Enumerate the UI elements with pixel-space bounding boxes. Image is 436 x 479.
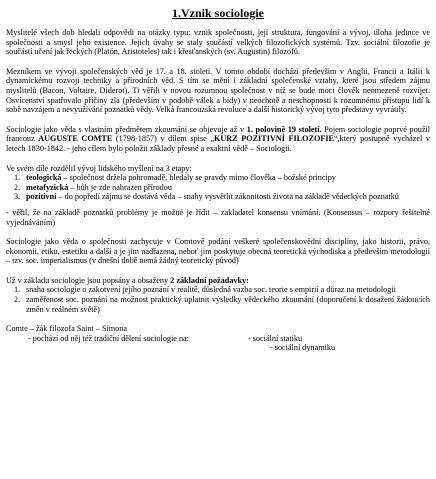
stage-term: pozitivní [26,192,57,202]
text-bold: AUGUSTE COMTE [38,134,113,144]
paragraph-imperialism: Sociologie jako věda o společnosti zachycuje v Comtově podání veškeré společenskovědní disciplíny, jako historii, právo, ekonomii, etiku, estetiku a další a je jim nadřazena, neboť jim poskytuje obecná teoretická východiska a především metodologii – tzv. soc. imperialismus (v dnešní době nemá žádný teoretický původ) [6,237,430,266]
list-item [6,192,430,202]
text-bold: 2 základní požadavky: [170,275,249,285]
list-number: 2. [14,295,21,305]
list-number: 1. [14,173,21,183]
text-segment: (1798-1857) v dílem spise „ [112,134,214,144]
text-segment: Už v základu sociologie jsou popsány a obsaženy [6,275,171,285]
paragraph-milestone: Mezníkem ve vývoji společenských věd je 17. a 18. století. V tomto období dochází především v Anglii, Francii a Itálii k dynamickému rozvoji techniky a přírodních věd. S tím se mění i základní společenské vztahy, které jsou středem zájmu myslitelů (Bacon, Voltaire, Diderot). Ti věřili v novou rozumnou společnost v níž se bude moci člověk neomezeně rozvíjet. Osvícenství spatřovalo příčiny zla (především v podobě válek a bídy) v neochotě a neschopnosti k rozumnému přístupu lidí k sobě navzájem a nevyužívání poznatků vědy. Velká francouzská revoluce a další historický vývoj tyto představy vyvrátily. [6,66,430,115]
stage-text: – společnost držela pohromadě, hledaly se pravdy mimo člověka – božské principy [61,173,336,183]
text-bold: 1. polovině 19 století. [246,124,322,134]
list-number: 2. [14,182,21,192]
requirement-text: zaměřenost soc. poznání na možnost praktický uplatnit výsledky vědeckého zkoumání (doporučení k dosažení žádoucích změn v reálném světě) [26,295,430,314]
list-number: 3. [14,192,21,202]
stage-text: – bůh je zde nahrazen přírodou [68,182,172,192]
paragraph-stages-intro: Ve svém díle rozdělil vývoj lidského myšlení na 3 etapy: [6,163,192,173]
requirement-text: snaha sociologie o zakotvení jejího poznání v realitě, důsledná vazba soc. teorie s empirií a důraz na metodologii [26,285,396,295]
paragraph-requirements-intro [6,276,430,286]
division-item: - sociální statiku [248,333,303,343]
stage-term: metafyzická [26,182,69,192]
list-item [6,295,430,314]
text-bold: KURZ POZITIVNÍ FILOZOFIE [213,134,334,144]
list-number: 1. [14,285,21,295]
paragraph-comte [6,125,430,154]
requirements-list [6,285,430,314]
stage-term: teologická [26,173,62,183]
text-segment: Pojem sociologie poprvé použil francouz [6,124,430,144]
paragraph-consensus: - věřil, že na základě poznatků problémy je možné je řídit – zakladatel konsensu vnímání. (Konsensus – rozpory řešitelné vyjednáváním) [6,207,430,227]
text-segment: Sociologie jako věda s vlastním předmětem zkoumání se objevuje až v [6,124,247,134]
comte-lead: - pochází od něj též tradiční dělení sociologie na: [28,333,189,343]
division-item: - sociální dynamiku [270,343,336,353]
document-title: 1.Vznik sociologie [172,6,264,20]
comte-heading: Comte – žák filozofa Saint – Simona [6,324,127,334]
stages-list [6,173,430,202]
text-segment: “,který postupně vycházel v letech 1830-1842. - jeho cílem bylo položit základy přesné a exaktní vědě – Sociologii. [6,134,431,153]
paragraph-intro: Myslitelé všech dob hledali odpovědi na otázky typu: vznik společnosti, její struktura, fungování a vývoj, úloha jedince ve společnosti a smysl jeho existence. Jejich úvahy se staly součástí velkých filozofických systémů. Tzv. sociální filozofie je součástí učení jak řeckých (Platón, Aristoteles) tak i křesťanských (sv. Augustin) filozofů. [6,28,430,57]
list-item [6,183,430,193]
comte-division-row [6,334,430,344]
stage-text: – do popředí zájmu se dostává věda – snahy vysvětlit zákonitosti života na základě vědeckých poznatků [56,192,399,202]
list-item [6,285,430,295]
list-item [6,173,430,183]
